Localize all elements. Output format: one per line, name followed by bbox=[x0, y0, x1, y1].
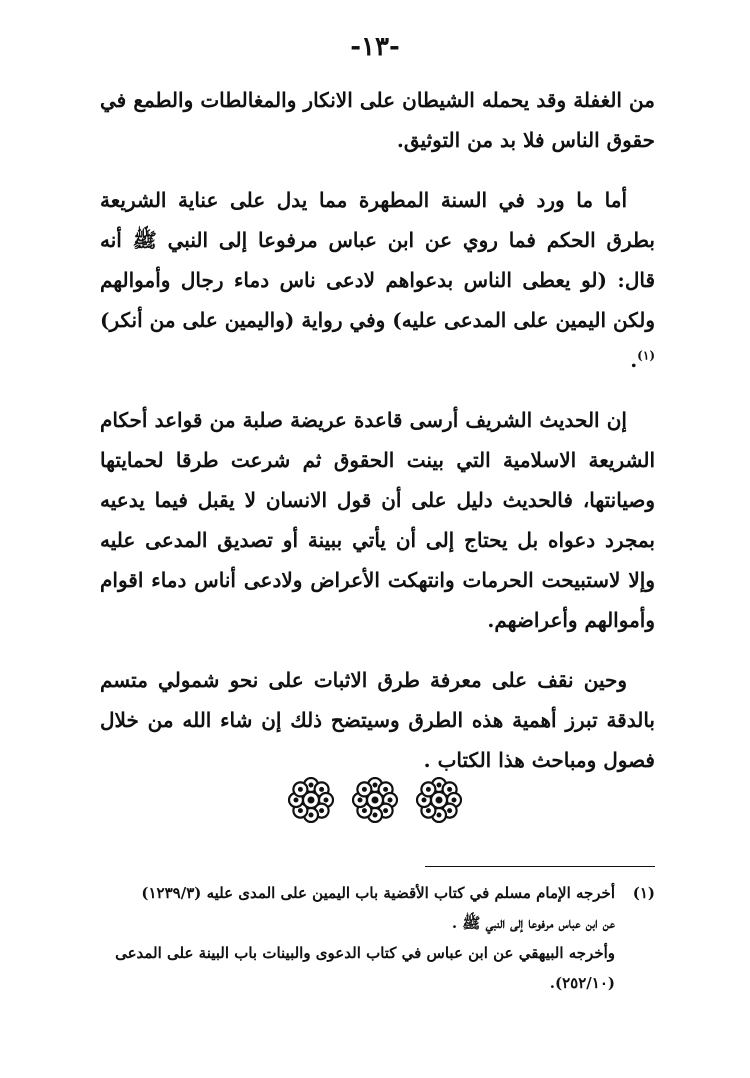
footnote-line: وأخرجه البيهقي عن ابن عباس في كتاب الدعوى والبينات باب البينة على المدعى bbox=[115, 944, 615, 962]
page-number: -١٣- bbox=[350, 32, 400, 62]
footnote-line: (٢٥٢/١٠). bbox=[549, 974, 615, 992]
footnote-line: أخرجه الإمام مسلم في كتاب الأقضية باب اليمين على المدى عليه (١٢٣٩/٣) bbox=[141, 884, 615, 902]
footnote-body bbox=[100, 878, 615, 998]
flower-ornament-icon bbox=[352, 777, 398, 823]
footnote bbox=[100, 878, 655, 998]
paragraph: إن الحديث الشريف أرسى قاعدة عريضة صلبة من قواعد أحكام الشريعة الاسلامية التي بينت الحقوق ثم شرعت طرقا لحمايتها وصيانتها، فالحديث دليل على أن قول الانسان لا يقبل فيما يدعيه بمجرد دعواه بل يحتاج إلى أن يأتي ببينة أو تصديق المدعى عليه وإلا لاستبيحت الحرمات وانتهكت الأعراض ولادعى أناس دماء اقوام وأموالهم وأعراضهم. bbox=[100, 408, 655, 632]
footnotes bbox=[100, 878, 655, 998]
footnote-divider bbox=[425, 866, 655, 867]
footnote-reference[interactable]: (١) bbox=[637, 348, 655, 363]
paragraph-text: أما ما ورد في السنة المطهرة مما يدل على عناية الشريعة بطرق الحكم فما روي عن ابن عباس مرفوعا إلى النبي ﷺ أنه قال: (لو يعطى الناس بدعواهم لادعى ناس دماء رجال وأموالهم ولكن اليمين على المدعى عليه) وفي رواية (واليمين على من أنكر) bbox=[100, 188, 655, 332]
paragraph-end-mark: . bbox=[630, 348, 638, 372]
paragraph: من الغفلة وقد يحمله الشيطان على الانكار والمغالطات والطمع في حقوق الناس فلا بد من التوثيق. bbox=[100, 88, 655, 152]
footnote-number: (١) bbox=[632, 884, 655, 902]
paragraph-with-footnote bbox=[100, 180, 655, 380]
section-ornaments bbox=[0, 777, 750, 823]
flower-ornament-icon bbox=[288, 777, 334, 823]
footnote-line: عن ابن عباس مرفوعا إلى النبي ﷺ . bbox=[451, 914, 615, 932]
paragraph: وحين نقف على معرفة طرق الاثبات على نحو شمولي متسم بالدقة تبرز أهمية هذه الطرق وسيتضح ذلك إن شاء الله من خلال فصول ومباحث هذا الكتاب . bbox=[100, 668, 655, 772]
flower-ornament-icon bbox=[416, 777, 462, 823]
body-text bbox=[100, 80, 655, 800]
